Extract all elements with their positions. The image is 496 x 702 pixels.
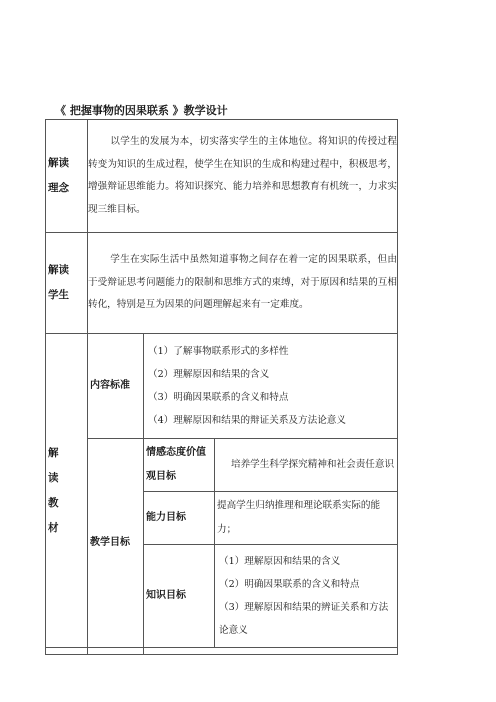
content-standard-items [144, 334, 398, 439]
content-standard-item: （2）理解原因和结果的含义 [148, 369, 270, 380]
emotion-goal-text [215, 439, 398, 492]
emotion-goal-label-line-2: 观目标 [146, 471, 176, 482]
content-standard-item: （1）了解事物联系形式的多样性 [148, 346, 289, 357]
textbook-header-char-1: 解 [48, 446, 59, 459]
knowledge-goal-item: （2）明确因果联系的含义和特点 [219, 579, 360, 590]
emotion-goal-text-content: 培养学生科学探究精神和社会责任意识 [231, 459, 395, 470]
trailing-cell [88, 648, 144, 655]
textbook-header [46, 334, 88, 648]
ability-goal-label: 能力目标 [144, 492, 215, 545]
knowledge-goal-item: （3）理解原因和结果的辨证关系和方法论意义 [219, 602, 389, 636]
emotion-goal-label-line-1: 情感态度价值 [146, 447, 206, 458]
knowledge-goal-items [215, 545, 398, 648]
concept-header-line-2: 理念 [48, 182, 69, 194]
textbook-header-char-3: 教 [48, 496, 59, 509]
trailing-cell [144, 648, 398, 655]
students-header [46, 233, 88, 334]
concept-text [88, 120, 398, 233]
students-text-content: 学生在实际生活中虽然知道事物之间存在着一定的因果联系，但由于受辩证思考问题能力的限制和思维方式的束缚，对于原因和结果的互相转化，特别是互为因果的问题理解起来有一定难度。 [88, 254, 398, 311]
students-text [88, 233, 398, 334]
textbook-header-char-2: 读 [48, 471, 59, 484]
content-standard-row [46, 334, 398, 439]
concept-text-content: 以学生的发展为本，切实落实学生的主体地位。将知识的传授过程转变为知识的生成过程，使学生在知识的生成和构建过程中，积极思考，增强辩证思维能力。将知识探究、能力培养和思想教育有机统一，力求实现三维目标。 [88, 136, 398, 215]
textbook-header-char-4: 材 [48, 521, 59, 534]
content-standard-label: 内容标准 [88, 334, 144, 439]
knowledge-goal-item: （1）理解原因和结果的含义 [219, 556, 341, 567]
emotion-goal-label [144, 439, 215, 492]
lesson-plan-table [45, 119, 398, 655]
students-row [46, 233, 398, 334]
ability-goal-text: 提高学生归纳推理和理论联系实际的能力； [215, 492, 398, 545]
students-header-line-1: 解读 [48, 264, 69, 276]
content-standard-item: （3）明确因果联系的含义和特点 [148, 392, 289, 403]
content-standard-item: （4）理解原因和结果的辩证关系及方法论意义 [148, 415, 346, 426]
teaching-goals-label: 教学目标 [88, 439, 144, 648]
table-trailing-row [46, 648, 398, 655]
page-title: 《 把握事物的因果联系 》教学设计 [55, 104, 228, 117]
students-header-line-2: 学生 [48, 289, 69, 301]
concept-header-line-1: 解读 [48, 157, 69, 169]
trailing-cell [46, 648, 88, 655]
emotion-goal-row [46, 439, 398, 492]
concept-row [46, 120, 398, 233]
concept-header [46, 120, 88, 233]
knowledge-goal-label: 知识目标 [144, 545, 215, 648]
